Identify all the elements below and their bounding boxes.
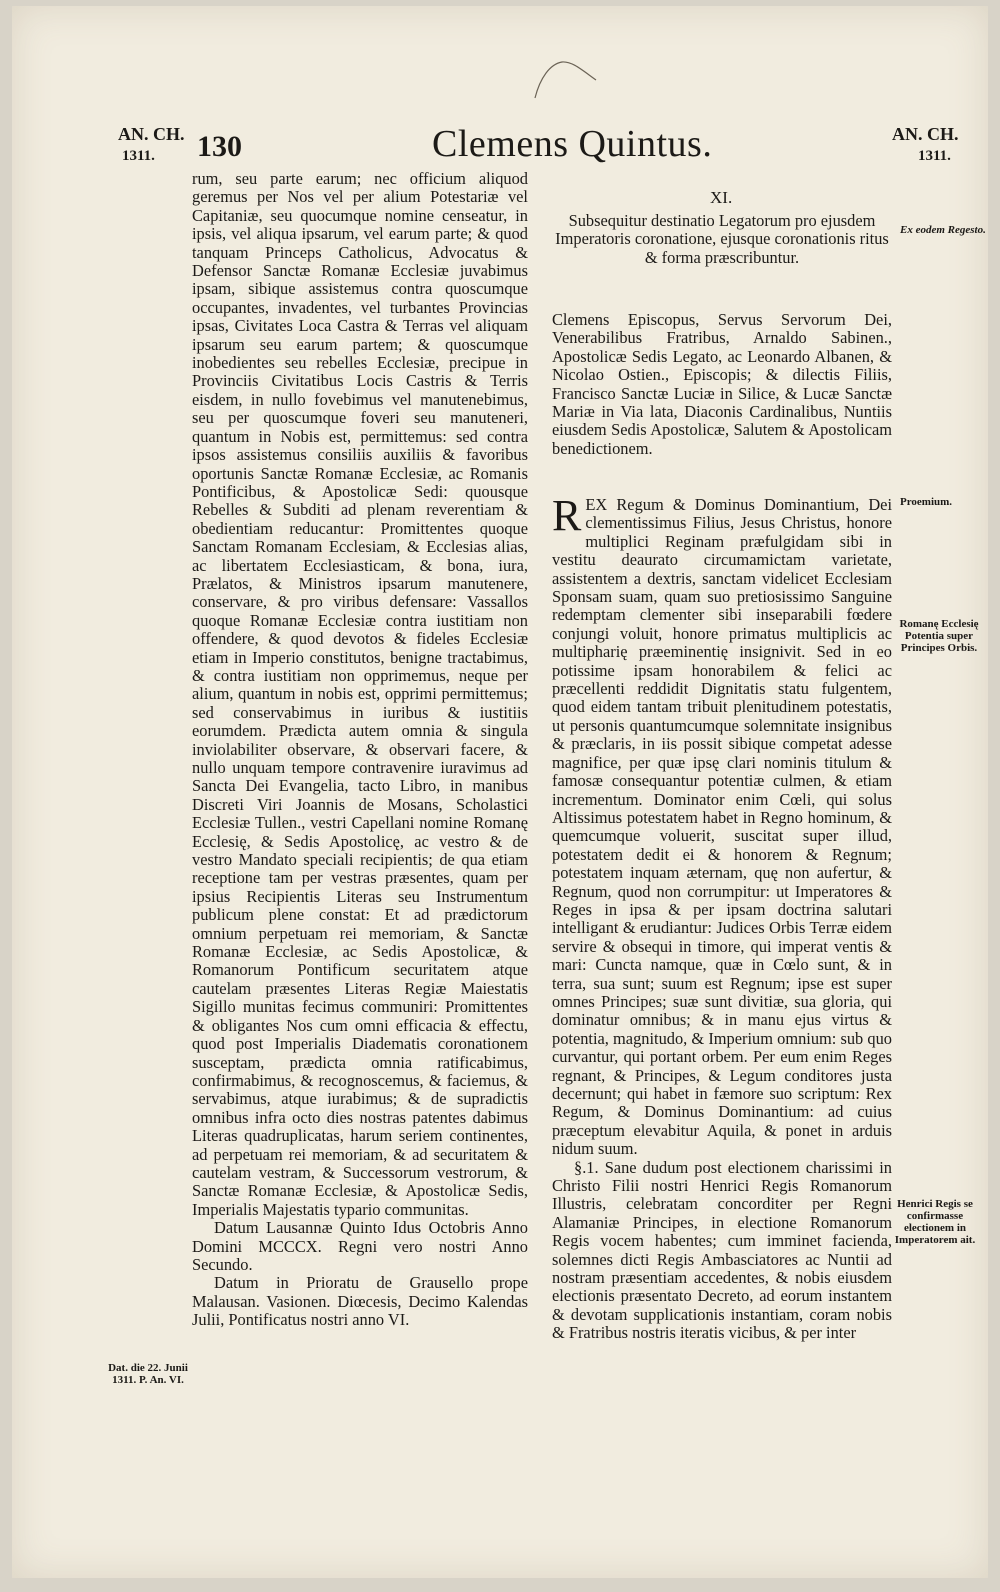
header-left-year: 1311. bbox=[122, 148, 155, 164]
salutation: Clemens Episcopus, Servus Servorum Dei, Venerabilibus Fratribus, Arnaldo Sabinen., Apostolicæ Sedis Legato, ac Leonardo Albanen, & Nicolao Ostien., Episcopis; & dilectis Filiis, Francisco Sanctæ Luciæ in Silice, & Lucæ Sanctæ Mariæ in Via lata, Diaconis Cardinalibus, Nuntiis eiusdem Sedis Apostolicæ, Salutem & Apostolicam benedictionem. bbox=[552, 310, 892, 458]
header-left-year-label: AN. CH. bbox=[118, 124, 185, 144]
date-lausanne: Datum Lausannæ Quinto Idus Octobris Anno Domini MCCCX. Regni vero nostri Anno Secundo. bbox=[192, 1218, 528, 1274]
proemium-text: EX Regum & Dominus Dominantium, Dei clementissimus Filius, Jesus Christus, honore multiplici Reginam præfulgidam sibi in vestitu deaurato circumamictam varietate, assistentem a dextris, sanctam videlicet Ecclesiam Sponsam suam, quam suo pretiosissimo Sanguine redemptam clementer sibi inseparabili fœdere conjungi voluit, honore primatus multiplicis ac multipharię præeminentię insignivit. Sed in eo potissime ipsam honorabilem & felici ac præcellenti reddidit Dignitatis statu fulgentem, quod eidem tantam tribuit plenitudinem potestatis, ut personis quantumcumque solemnitate insignibus & præclaris, in iis possit sibique competat adesse magnifice, per quæ ipsę clari nominis titulum & famosæ consequantur potentiæ culmen, & etiam incrementum. Dominator enim Cœli, qui solus Altissimus potestatem habet in Regno hominum, & quemcumque voluerit, suscitat super illud, potestatem dedit ei & honorem & Regnum; potestatem inquam æternam, quę non aufertur, & Regnum, quod non corrumpitur: ut Imperatores & Reges in ipsa & per ipsam doctrina salutari intelligant & erudiantur: Judices Orbis Terræ eidem servire & obsequi in timore, qui imperat ventis & mari: Cuncta namque, quæ in Cœlo sunt, & in terra, sua sunt; suum est Regnum; ipse est super omnes Principes; suæ sunt divitiæ, sua gloria, qui dominatur omnibus; & in manu ejus virtus & potentia, magnitudo, & Imperium omnium: sub quo curvantur, qui portant orbem. Per eum enim Reges regnant, & Principes, & Legum conditores justa decernunt; qui habet in fæmore suo scriptum: Rex Regum, & Dominus Dominantium: ad cuius præceptum elevabitur Aquila, & ponet in arduis nidum suum. bbox=[552, 495, 892, 1159]
left-column bbox=[192, 170, 528, 1330]
header-right-year: 1311. bbox=[918, 148, 951, 164]
section-number: XI. bbox=[710, 188, 733, 207]
body-text bbox=[552, 491, 892, 1343]
margin-note-henry: Henrici Regis se confirmasse electionem in Imperatorem ait. bbox=[894, 1198, 976, 1246]
margin-note-source: Ex eodem Regesto. bbox=[900, 224, 986, 236]
running-title: Clemens Quintus. bbox=[432, 123, 713, 165]
page-number: 130 bbox=[197, 130, 242, 163]
margin-note-church-power: Romanę Ecclesię Potentia super Principes Orbis. bbox=[899, 618, 979, 654]
left-column-text: rum, seu parte earum; nec officium aliquod geremus per Nos vel per alium Potestariæ vel Capitaniæ, seu quocumque nomine censeatur, in ipsis, vel aliqua ipsarum, vel earum parte; & quod tanquam Princeps Catholicus, Advocatus & Defensor Sanctæ Romanæ Ecclesiæ juvabimus ipsam, sibique assistemus contra quoscumque occupantes, invadentes, vel turbantes Provincias ipsas, Civitates Loca Castra & Terras vel aliquam ipsarum seu earum partem; & quoscumque inobedientes seu rebelles Ecclesiæ, precipue in Provinciis Civitatibus Locis Castris & Terris eisdem, in nullo fovebimus vel manutenebimus, seu per quoscumque foveri seu manuteneri, quantum in Nobis est, permittemus: sed contra ipsos assistemus consiliis auxiliis & favoribus oportunis Sanctæ Romanæ Ecclesiæ, ac Romanis Pontificibus, & Apostolicæ Sedi: quousque Rebelles & Subditi ad plenam reverentiam & obedientiam reducantur: Promittentes quoque Sanctam Romanam Ecclesiam, & Ecclesias alias, ac libertatem Ecclesiasticam, & bona, iura, Prælatos, & Ministros ipsarum manutenere, conservare, & pro viribus defensare: Vassallos quoque Romanæ Ecclesiæ contra iustitiam non offendere, & quod devotos & fideles Ecclesiæ etiam in Imperio constitutos, benigne tractabimus, & contra iustitiam non opprimemus, neque per alium, quantum in nobis est, opprimi permittemus; sed conservabimus in iuribus & iustitiis eorumdem. Prædicta autem omnia & singula inviolabiliter observare, & observari facere, & nullo unquam tempore contravenire iuravimus ad Sancta Dei Evangelia, tacto Libro, in manibus Discreti Viri Joannis de Mosans, Scholastici Ecclesiæ Tullen., vestri Capellani nomine Romanę Ecclesię, & Sedis Apostolicę, ac vestro & de vestro Mandato speciali recipientis; de qua etiam receptione tam per vestras præsentes, quam per ipsius Recipientis Literas seu Instrumentum publicum plene constat: Et ad prædictorum omnium perpetuam rei memoriam, & Sanctæ Romanæ Ecclesiæ, ac Sedis Apostolicæ, & Romanorum Pontificum securitatem atque cautelam præsentes Literas Regiæ Maiestatis Sigillo munitas fecimus communiri: Promittentes & obligantes Nos cum omni efficacia & effectu, quod post Imperialis Diadematis coronationem susceptam, prædicta omnia ratificabimus, confirmabimus, & recognoscemus, & faciemus, & servabimus, atque iurabimus; & de supradictis omnibus infra octo dies nostras patentes dabimus Literas quadruplicatas, harum seriem continentes, ad perpetuam rei memoriam, & ad securitatem & cautelam vestram, & Successorum vestrorum, & Sanctæ Romanæ Ecclesiæ, & Apostolicæ Sedis, Imperialis Majestatis typario communitas. bbox=[192, 169, 528, 1219]
date-grausello: Datum in Prioratu de Grausello prope Malausan. Vasionen. Diœcesis, Decimo Kalendas Julii, Pontificatus nostri anno VI. bbox=[192, 1273, 528, 1330]
section-heading: Subsequitur destinatio Legatorum pro ejusdem Imperatoris coronatione, ejusque coronationis ritus & forma præscribuntur. bbox=[555, 211, 889, 267]
drop-cap: R bbox=[552, 491, 582, 540]
pen-scribble bbox=[530, 58, 600, 102]
margin-note-proemium: Proemium. bbox=[900, 496, 953, 508]
margin-note-date: Dat. die 22. Junii 1311. P. An. VI. bbox=[108, 1362, 188, 1386]
section-1-text: §.1. Sane dudum post electionem charissimi in Christo Filii nostri Henrici Regis Romanorum Illustris, celebratam concorditer per Regni Alamaniæ Principes, in electione Romanorum Regis vocem habentes; cum imminet facienda, solemnes dicti Regis Ambasciatores ac Nuntii ad nostram præsentiam accedentes, & nobis eiusdem electionis præsentato Decreto, ad eorum instantem & devotam supplicationis instantiam, coram nobis & Fratribus nostris iteratis vicibus, & per inter bbox=[552, 1157, 892, 1343]
book-page bbox=[12, 6, 988, 1578]
header-right-year-label: AN. CH. bbox=[892, 124, 959, 144]
